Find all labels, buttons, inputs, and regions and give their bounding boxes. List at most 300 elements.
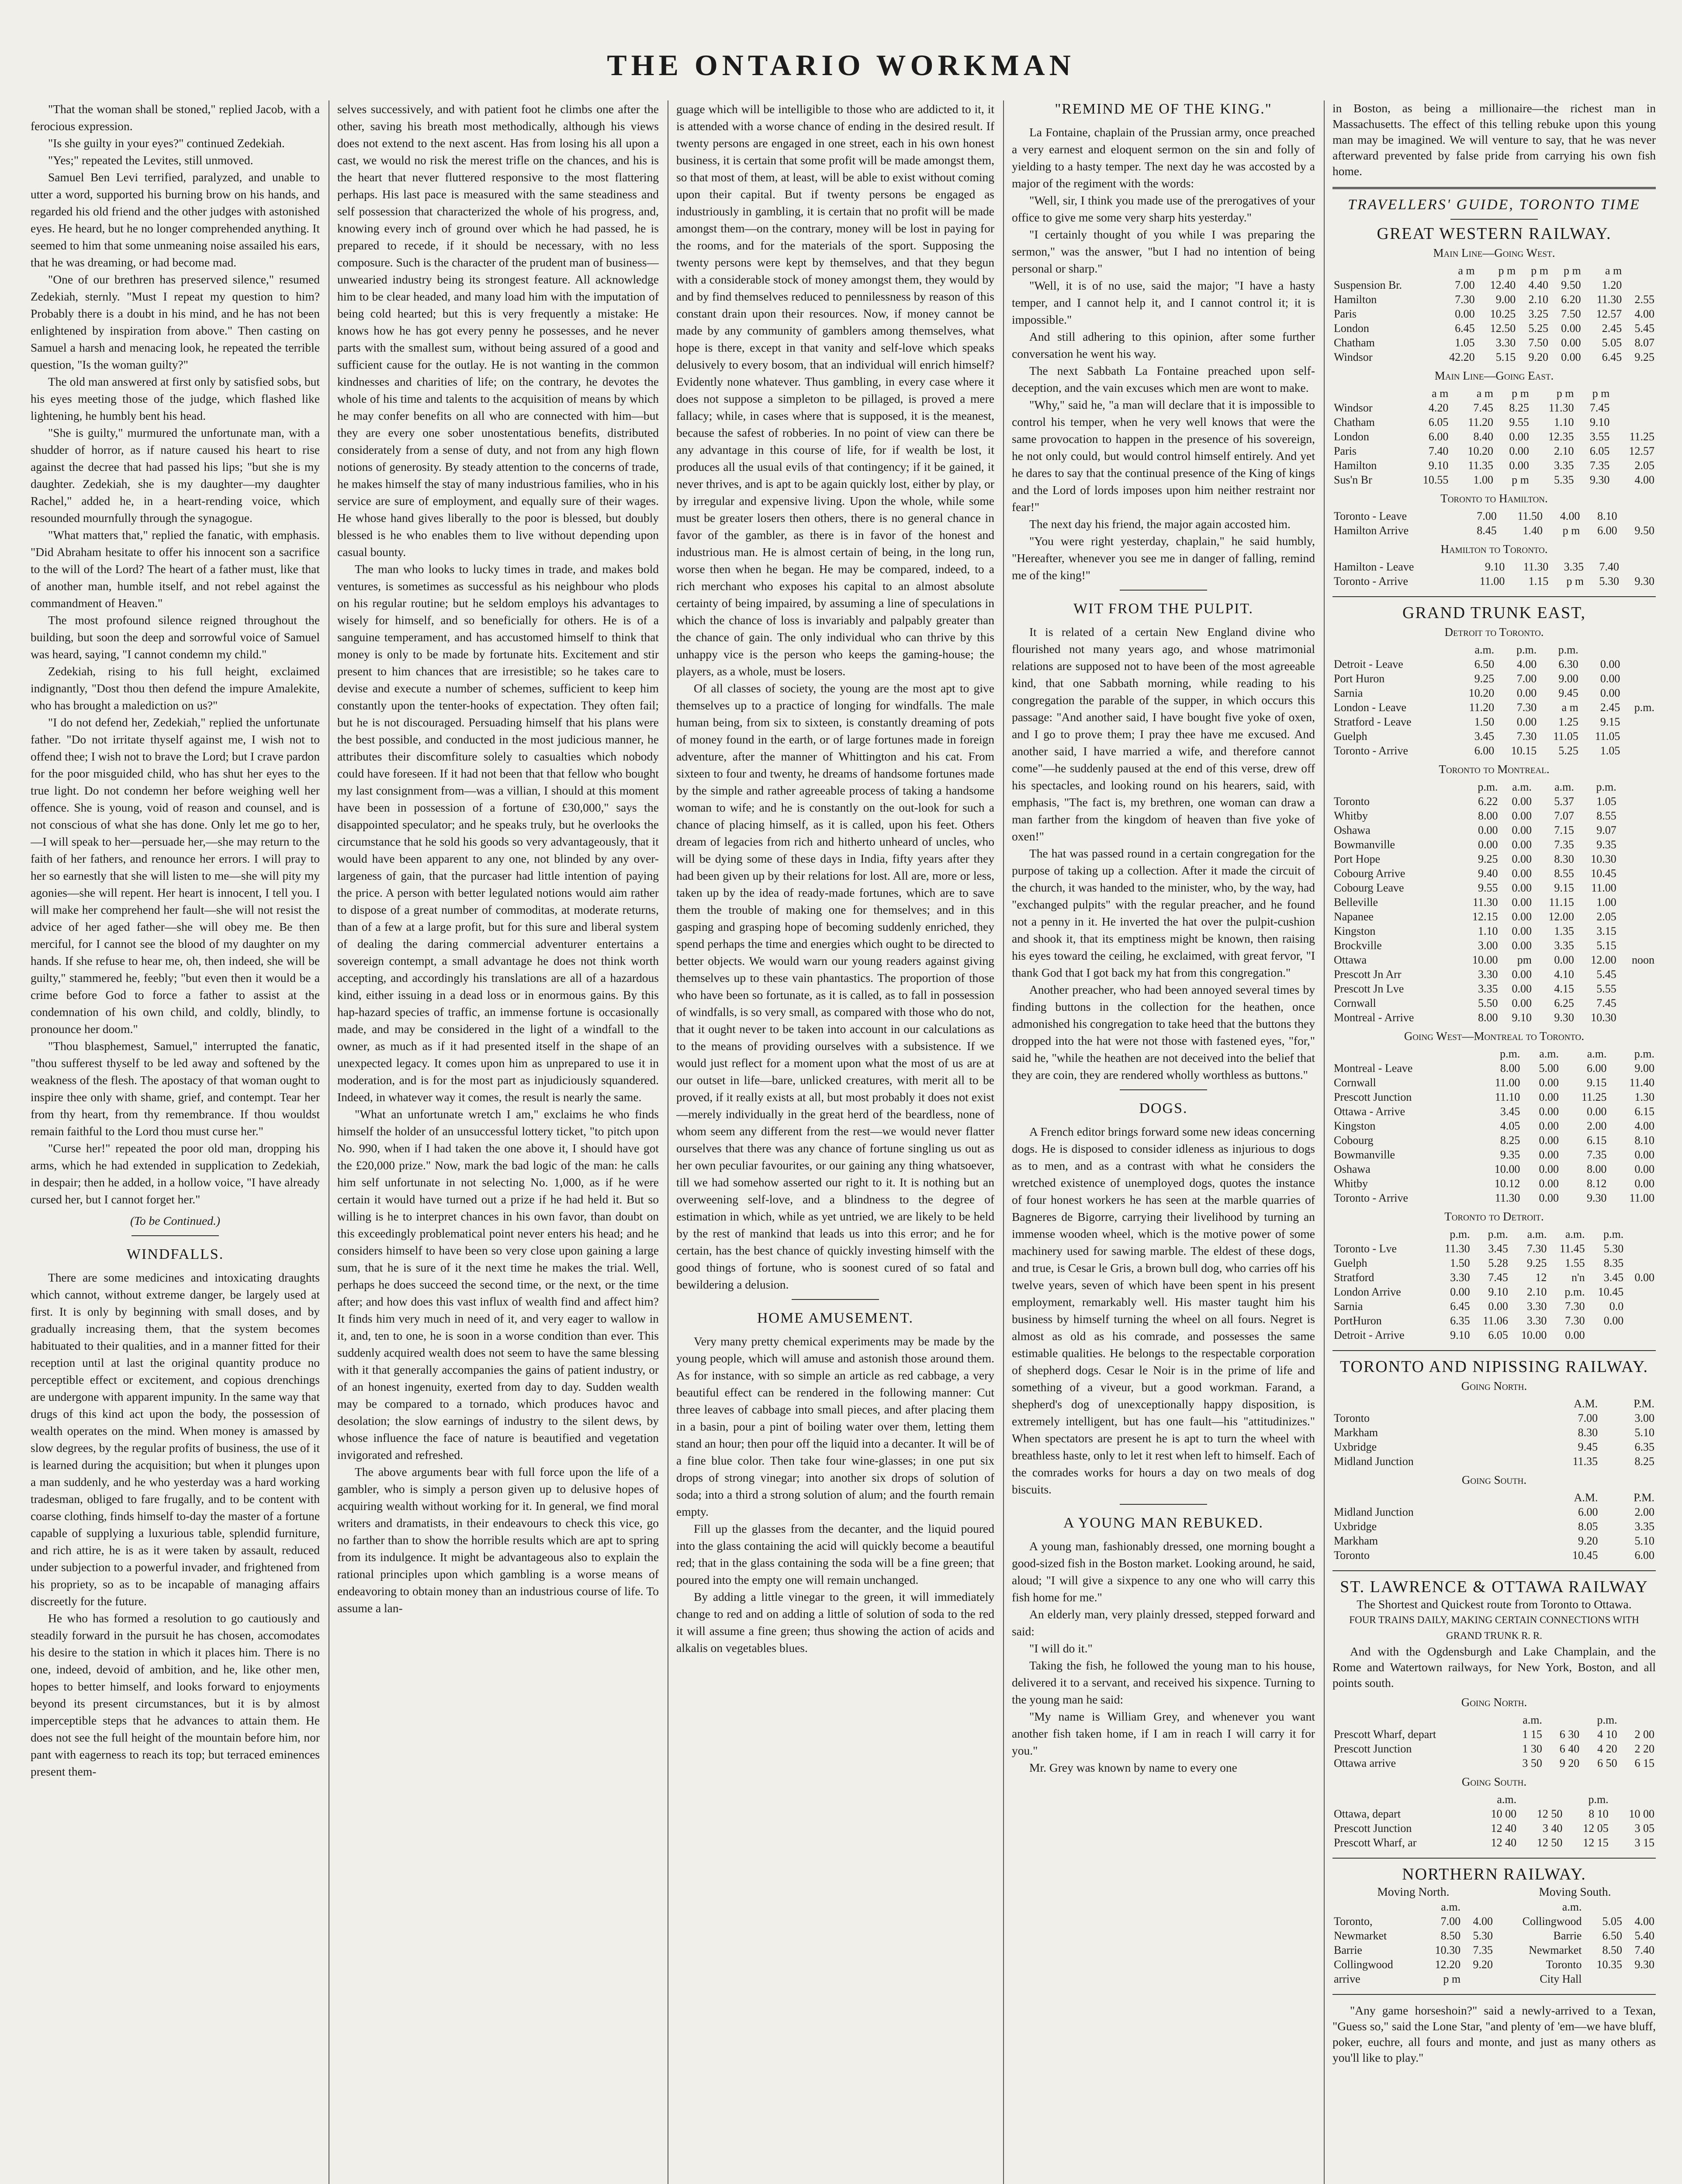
time-cell: 0.00: [1561, 336, 1581, 349]
timetable-row: [1332, 881, 1656, 895]
timetable-row: [1332, 1727, 1656, 1742]
timetable-row: [1332, 509, 1656, 523]
timetable-row: [1332, 1133, 1656, 1147]
timetable-row: [1332, 444, 1656, 458]
time-cell: 8.00: [1587, 1163, 1607, 1175]
timetable-subheading: Going South.: [1461, 1473, 1527, 1486]
time-cell: 8.35: [1603, 1257, 1624, 1269]
time-cell: 4.00: [1634, 473, 1654, 486]
station-name: Toronto: [1334, 795, 1370, 808]
paragraph: "You were right yesterday, chaplain," he said humbly, "Hereafter, whenever you see me in danger of falling, remind me of the king!": [1012, 534, 1315, 582]
station-name: Toronto,: [1334, 1915, 1373, 1928]
paragraph: Of all classes of society, the young are the most apt to give themselves up to a practice of longing for windfalls. The male human being, from six to sixteen, is constantly dreaming of pots of money found in the earth, or of large fortunes made in foreign adventure, after the manner of Whittington and his cat. From sixteen to four and twenty, he dreams of handsome fortunes made by the simple and rather agreeable process of taking a handsome woman to wife; and he is constantly on the out-look for such a chance of placing himself, as it is called, upon his feet. Others dream of legacies from rich and hitherto unheard of uncles, who will be dying some of these days in India, fifty years after they had been given up by their relations for lost. All are, more or less, taken up by the idea of ready-made fortunes, which are to save them the trouble of making one for themselves; and in this gasping and grasping hope of becoming suddenly enriched, they spend perhaps the time and energies which ought to be directed to better objects. We would warn our young readers against giving themselves up to these vain phantastics. The proportion of those who have been so fortunate, as it is called, as to fall in possession of windfalls, is so very small, as compared with those who do not, that it ought never to be taken into account in our calculations as to the means of providing ourselves with a subsistence. If we would just reflect for a moment upon what the most of us are at our outset in life—bare, unlicked creatures, with merit all to be proved, if it really exists at all, but most probably it does not exist—merely individually in the great herd of the beardless, none of whom seem any different from the rest—we would never flatter ourselves that there was any chance of fortune singling us out as her own peculiar favourites, or our gaining any thing whatsoever, till we had somehow asserted our right to it. It is nothing but an overweening self-love, and a blindness to the degree of estimation in which, while as yet untried, we are likely to be held by the rest of mankind that leads us into this error; and he for certain, has the best chance of quickly investing himself with the good things of fortune, who is soonest cured of so fatal and bewildering a delusion.: [676, 681, 994, 1291]
time-cell: 9.25: [1526, 1257, 1547, 1269]
paragraph: The above arguments bear with full force upon the life of a gambler, who is simply a person given up to delusive hopes of acquiring wealth without working for it. In general, we find moral writers and dramatists, in their endeavours to check this vice, go no farther than to show the horrible results which are apt to spring from its indulgence. It might be advantageous also to explain the rational principles upon which gambling is a worse means of endeavoring to obtain money than an industrious course of life. To assume a lan-: [337, 1465, 659, 1615]
timetable: [1332, 560, 1656, 588]
time-cell: 9.15: [1600, 715, 1620, 728]
time-cell: p.m.: [1634, 701, 1654, 714]
station-name: [1332, 386, 1405, 401]
railway-heading: TORONTO AND NIPISSING RAILWAY.: [1339, 1358, 1649, 1376]
time-cell: 1.00: [1596, 896, 1616, 909]
time-cell: 0.00: [1512, 939, 1532, 952]
paragraph: Fill up the glasses from the decanter, and the liquid poured into the glass containing the acid will quickly become a beautiful red; that in the glass containing the soda will be a fine green; that poured into the empty one will remain unchanged.: [676, 1522, 994, 1586]
divider: [792, 1299, 879, 1300]
time-cell: 8.12: [1587, 1177, 1607, 1190]
time-cell: 11.30: [1523, 560, 1549, 573]
time-cell: 8.00: [1478, 1011, 1498, 1024]
station-name: [1332, 643, 1453, 657]
timetable-row: [1332, 386, 1656, 401]
station-name: Montreal - Arrive: [1334, 1011, 1414, 1024]
time-cell: a.m.: [1562, 1901, 1582, 1913]
station-name: Sus'n Br: [1334, 473, 1372, 486]
paragraph: "What matters that," replied the fanatic, with emphasis. "Did Abraham hesitate to offer his innocent son a sacrifice to the will of the Lord? The heart of a father must, like that of another man, humble itself, and not rebel against the commandment of Heaven.": [31, 528, 320, 610]
time-cell: a.m.: [1441, 1901, 1461, 1913]
station-name: Detroit - Arrive: [1334, 1329, 1405, 1341]
time-cell: 0.00: [1455, 308, 1475, 320]
time-cell: p.m.: [1478, 781, 1498, 793]
time-cell: p.m.: [1597, 1714, 1617, 1726]
station-name: Uxbridge: [1334, 1441, 1377, 1453]
time-cell: 6.25: [1554, 997, 1574, 1009]
time-cell: 2.45: [1602, 322, 1622, 335]
timetable-row: [1332, 1241, 1656, 1256]
time-cell: 5.15: [1495, 351, 1516, 363]
time-cell: 9.30: [1589, 473, 1610, 486]
time-cell: 5.10: [1634, 1426, 1654, 1439]
station-name: Stratford: [1334, 1271, 1374, 1284]
time-cell: 12.15: [1472, 910, 1498, 923]
time-cell: 8.50: [1440, 1929, 1461, 1942]
timetable-row: [1332, 523, 1656, 538]
time-cell: p m: [1556, 387, 1574, 400]
time-cell: 0.00: [1516, 715, 1537, 728]
station-name: Hamilton Arrive: [1334, 524, 1409, 537]
timetable-row: [1332, 1176, 1656, 1191]
time-cell: 42.20: [1449, 351, 1475, 363]
station-name: Windsor: [1334, 351, 1373, 363]
paragraph: There are some medicines and intoxicating draughts which cannot, without extreme danger, be largely used at first. It is only by beginning with small doses, and by gradually increasing them, that the system becomes habituated to their qualities, and in a manner fitted for their reception until at last the original quantity produce no perceptible effect or excitement, and copious drenchings are undergone with apparent impunity. In the same way that drugs of this kind act upon the body, the possession of wealth operates on the mind. When money is amassed by slow degrees, by the regular profits of business, the use of it is learned during the acquisition; but when it plunges upon a man suddenly, and he who yesterday was a hard working tradesman, obliged to fare frugally, and to be content with coarse clothing, finds himself to-day the master of a fortune capable of supplying a luxurious table, splendid furniture, and rich attire, he is as it were taken by assault, reduced under subjection to a powerful invader, and frightened from his propriety, so as to be incapable of managing affairs discreetly for the future.: [31, 1271, 320, 1608]
time-cell: 5.10: [1634, 1534, 1654, 1547]
time-cell: p m: [1512, 387, 1529, 400]
timetable: [1332, 643, 1656, 758]
time-cell: 12.20: [1435, 1958, 1461, 1971]
timetable-row: [1332, 780, 1656, 794]
timetable-row: [1332, 1313, 1656, 1328]
railway-heading: GRAND TRUNK EAST,: [1402, 604, 1586, 622]
time-cell: 12 15: [1583, 1836, 1609, 1849]
time-cell: 12 05: [1583, 1822, 1609, 1835]
station-name: PortHuron: [1334, 1314, 1382, 1327]
timetable-row: [1332, 700, 1656, 715]
time-cell: 1.55: [1565, 1257, 1585, 1269]
time-cell: a m: [1432, 387, 1449, 400]
time-cell: 9.35: [1500, 1148, 1520, 1161]
time-cell: 9.10: [1488, 1286, 1508, 1298]
time-cell: 1.30: [1634, 1091, 1654, 1103]
station-name: Markham: [1334, 1534, 1378, 1547]
time-cell: 7.00: [1455, 279, 1475, 291]
time-cell: 8.25: [1509, 401, 1529, 414]
timetable-row: [1332, 1548, 1656, 1562]
timetable-row: [1332, 1191, 1656, 1205]
column-rule: [1003, 100, 1004, 2184]
time-cell: 4.20: [1428, 401, 1449, 414]
paragraph: "That the woman shall be stoned," replied Jacob, with a ferocious expression.: [31, 102, 320, 133]
time-cell: 9.20: [1578, 1534, 1598, 1547]
railway-subtitle: The Shortest and Quickest route from Toronto to Ottawa.: [1357, 1597, 1632, 1611]
column-rule: [1324, 100, 1325, 2184]
time-cell: 4.00: [1560, 510, 1580, 522]
station-name: Paris: [1334, 308, 1357, 320]
time-cell: 10.15: [1511, 744, 1537, 757]
time-cell: 3.30: [1478, 968, 1498, 981]
time-cell: 4.15: [1554, 982, 1574, 995]
time-cell: 9.30: [1554, 1011, 1574, 1024]
time-cell: p.m.: [1603, 1228, 1624, 1241]
station-name: London: [1334, 430, 1369, 443]
time-cell: a.m.: [1554, 781, 1574, 793]
time-cell: 7.40: [1428, 445, 1449, 457]
time-cell: 10.00: [1521, 1329, 1547, 1341]
time-cell: a.m.: [1474, 643, 1495, 656]
time-cell: 10.25: [1490, 308, 1516, 320]
time-cell: 2.00: [1587, 1120, 1607, 1132]
station-name: [1332, 1792, 1472, 1807]
time-cell: 5.37: [1554, 795, 1574, 808]
time-cell: 11.15: [1549, 896, 1574, 909]
timetable-row: [1332, 1454, 1656, 1469]
time-cell: 1.05: [1596, 795, 1616, 808]
time-cell: 7.30: [1516, 701, 1537, 714]
timetable-row: [1332, 686, 1656, 700]
paragraph: The next day his friend, the major again accosted him.: [1029, 517, 1291, 531]
station-name: arrive: [1334, 1973, 1360, 1985]
time-cell: 9.45: [1558, 687, 1578, 699]
station-name: Midland Junction: [1334, 1455, 1414, 1468]
time-cell: 0.00: [1478, 838, 1498, 851]
divider: [1332, 596, 1656, 597]
timetable: [1332, 386, 1656, 487]
paragraph: The most profound silence reigned throughout the building, but soon the deep and sorrowful voice of Samuel was heard, saying, "I cannot condemn my child.": [31, 613, 320, 661]
timetable-row: [1332, 715, 1656, 729]
time-cell: 8.00: [1478, 809, 1498, 822]
time-cell: 3.25: [1528, 308, 1548, 320]
time-cell: 0.00: [1600, 687, 1620, 699]
timetable-row: [1332, 335, 1656, 350]
time-cell: p m: [1512, 473, 1529, 486]
timetable-row: [1332, 938, 1656, 953]
time-cell: 9.15: [1554, 881, 1574, 894]
time-cell: 6.45: [1602, 351, 1622, 363]
timetable-row: [1332, 560, 1656, 574]
timetable-row: [1332, 307, 1656, 321]
time-cell: 0.00: [1478, 824, 1498, 836]
article-heading: "REMIND ME OF THE KING.": [1055, 101, 1272, 117]
timetable-row: [1332, 1713, 1656, 1727]
timetable-subheading: Hamilton to Toronto.: [1440, 543, 1548, 556]
time-cell: 1.10: [1554, 416, 1574, 429]
time-cell: 3.00: [1478, 939, 1498, 952]
time-cell: 7.30: [1526, 1242, 1547, 1255]
time-cell: 3.45: [1474, 730, 1495, 743]
timetable-row: [1332, 809, 1656, 823]
station-name: Cornwall: [1334, 1076, 1376, 1089]
column-4: [1012, 100, 1315, 2184]
time-cell: 7.00: [1477, 510, 1497, 522]
time-cell: 9.15: [1587, 1076, 1607, 1089]
article-heading: HOME AMUSEMENT.: [757, 1310, 914, 1326]
time-cell: 11.05: [1595, 730, 1620, 743]
time-cell: 11.30: [1473, 896, 1498, 909]
time-cell: 0.00: [1512, 867, 1532, 880]
time-cell: 10.35: [1596, 1958, 1623, 1971]
station-name: Whitby: [1334, 809, 1368, 822]
masthead: THE ONTARIO WORKMAN: [607, 48, 1075, 82]
time-cell: 3.35: [1634, 1520, 1654, 1533]
timetable-row: [1332, 1835, 1656, 1850]
station-name: Prescott Jn Arr: [1334, 968, 1402, 981]
time-cell: 8.30: [1554, 853, 1574, 865]
time-cell: 6.50: [1602, 1929, 1623, 1942]
station-name: Toronto - Arrive: [1334, 744, 1409, 757]
time-cell: 6.35: [1450, 1314, 1470, 1327]
time-cell: 6.05: [1428, 416, 1449, 429]
time-cell: 5.15: [1596, 939, 1616, 952]
timetable-row: [1332, 1519, 1656, 1534]
time-cell: 9.55: [1478, 881, 1498, 894]
time-cell: 7.35: [1587, 1148, 1607, 1161]
time-cell: 9.20: [1528, 351, 1548, 363]
time-cell: 11.35: [1572, 1455, 1598, 1468]
station-name: London: [1334, 322, 1369, 335]
time-cell: 7.15: [1554, 824, 1574, 836]
paragraph: "She is guilty," murmured the unfortunate man, with a shudder of horror, as if nature caused his heart to rise against the decree that had passed his lips; "but she is my daughter. Zedekiah, she is my daughter—my daughter Rachel," added he, in a heart-rending voice, which resounded mournfully through the synagogue.: [31, 426, 320, 525]
timetable: [1332, 1396, 1656, 1469]
time-cell: 9.50: [1561, 279, 1581, 291]
station-name: Midland Junction: [1334, 1506, 1414, 1518]
time-cell: 0.0: [1609, 1300, 1624, 1313]
time-cell: 9.10: [1589, 416, 1610, 429]
time-cell: 0.00: [1509, 430, 1529, 443]
paragraph: "I do not defend her, Zedekiah," replied the unfortunate father. "Do not irritate thyself against me, I wish not to offend thee; I wish not to brave the Lord; but I crave pardon for the poor misguided child, who has shut her eyes to the true light. Do not condemn her before weighing well her offence. She is young, void of reason and counsel, and is not conscious of what she has done. Only let me go to her,—I will speak to her—persuade her,—she may return to the faith of her fathers, and renounce her errors. I will pray to her so earnestly that she will listen to me—she will pity my agonies—she will repent. Her heart is innocent, I tell you. I will make her comprehend her fault—she will not resist the advice of her aged father—she will obey me. Be then merciful, for I cannot see the blood of my daughter on my hands. If she refuse to hear me, oh, then indeed, she will be guilty," stammered he, feebly; "but even then it would be a crime before God to force a father to assist at the condemnation of his own child, and coldly, blindly, to pronounce her doom.": [31, 715, 320, 1036]
time-cell: [1544, 1713, 1581, 1727]
station-name: [1332, 1227, 1433, 1241]
station-name: Cobourg Leave: [1334, 881, 1404, 894]
station-name: Toronto: [1334, 1412, 1370, 1424]
article-heading: A YOUNG MAN REBUKED.: [1063, 1515, 1264, 1531]
time-cell: 10.30: [1591, 1011, 1616, 1024]
timetable-row: [1332, 953, 1656, 967]
paragraph: He who has formed a resolution to go cautiously and steadily forward in the pursuit he has chosen, accomodates his desire to the station in which it places him. There is no one, indeed, devoid of ambition, and he, like other men, hopes to better himself, and looks forward to enjoyments beyond its present circumstances, but it is by almost imperceptible steps that he advances to attain them. He does not see the full height of the mountain before him, nor pant with eagerness to reach its top; but terraced eminences present them-: [31, 1611, 320, 1778]
time-cell: 7.45: [1488, 1271, 1508, 1284]
timetable-row: [1332, 1010, 1656, 1025]
time-cell: 11.45: [1560, 1242, 1585, 1255]
timetable-row: [1332, 1792, 1656, 1807]
time-cell: 9.25: [1474, 672, 1495, 685]
article-heading: WIT FROM THE PULPIT.: [1073, 601, 1254, 617]
time-cell: 1.15: [1528, 575, 1549, 587]
time-cell: 1.00: [1473, 473, 1493, 486]
station-name: [1332, 1396, 1532, 1411]
time-cell: 8.07: [1634, 336, 1654, 349]
time-cell: 0.00: [1509, 445, 1529, 457]
time-cell: 4.00: [1473, 1915, 1493, 1928]
time-cell: p m: [1592, 387, 1610, 400]
time-cell: 10.00: [1472, 954, 1498, 966]
time-cell: 10.30: [1435, 1944, 1461, 1956]
time-cell: 0.00: [1512, 997, 1532, 1009]
time-cell: Collingwood: [1522, 1915, 1582, 1928]
time-cell: 11.00: [1591, 881, 1616, 894]
time-cell: 1.05: [1455, 336, 1475, 349]
time-cell: 11.05: [1553, 730, 1578, 743]
time-cell: 8.30: [1578, 1426, 1598, 1439]
time-cell: 6.00: [1578, 1506, 1598, 1518]
timetable-subheading: Going West—Montreal to Toronto.: [1404, 1030, 1585, 1043]
time-cell: City Hall: [1540, 1973, 1582, 1985]
time-cell: 3 05: [1634, 1822, 1654, 1835]
time-cell: 11.00: [1629, 1192, 1654, 1204]
timetable-row: [1332, 1104, 1656, 1119]
paragraph: "I certainly thought of you while I was preparing the sermon," was the answer, "but I had no intention of being personal or sharp.": [1012, 228, 1315, 275]
station-name: London Arrive: [1334, 1286, 1401, 1298]
time-cell: 12.57: [1629, 445, 1654, 457]
time-cell: 10.00: [1494, 1163, 1520, 1175]
time-cell: 3.45: [1500, 1105, 1520, 1118]
time-cell: 7.30: [1516, 730, 1537, 743]
timetable-subheading: Main Line—Going East.: [1434, 369, 1554, 382]
time-cell: 5.35: [1554, 473, 1574, 486]
timetable-row: [1332, 1090, 1656, 1104]
time-cell: 0.00: [1539, 1091, 1559, 1103]
time-cell: 11.10: [1495, 1091, 1520, 1103]
time-cell: 0.00: [1600, 672, 1620, 685]
paragraph: "Why," said he, "a man will declare that it is impossible to control his temper, when he very well knows that were the same provocation to happen in the presence of his sovereign, he not only could, but would control himself entirely. And yet he dares to say that the continual presence of the King of kings and the Lord of lords imposes upon him neither restraint nor fear!": [1012, 398, 1315, 514]
direction-label: Moving North.: [1377, 1885, 1450, 1898]
time-cell: 9 20: [1559, 1757, 1580, 1769]
article-heading: DOGS.: [1139, 1100, 1188, 1116]
time-cell: p.m.: [1558, 643, 1578, 656]
timetable-subheading: Going North.: [1461, 1696, 1527, 1709]
station-name: Hamilton - Leave: [1334, 560, 1414, 573]
time-cell: 12 40: [1491, 1836, 1517, 1849]
time-cell: 9.10: [1512, 1011, 1532, 1024]
time-cell: 4 10: [1597, 1728, 1617, 1741]
time-cell: a m: [1605, 264, 1622, 277]
timetable: [1332, 263, 1656, 364]
time-cell: 5.40: [1634, 1929, 1654, 1942]
timetable-row: [1332, 837, 1656, 852]
timetable-subheading: Toronto to Hamilton.: [1440, 492, 1548, 505]
divider: [1120, 1089, 1207, 1090]
station-name: Prescott Junction: [1334, 1742, 1412, 1755]
time-cell: 7.45: [1589, 401, 1610, 414]
station-name: Bowmanville: [1334, 838, 1395, 851]
timetable-row: [1332, 866, 1656, 881]
time-cell: 4 20: [1597, 1742, 1617, 1755]
time-cell: a.m.: [1527, 1228, 1547, 1241]
station-name: Toronto - Leave: [1334, 510, 1407, 522]
paragraph: "What an unfortunate wretch I am," exclaims he who finds himself the holder of an unsuccessful lottery ticket, "to pitch upon No. 990, when if I had taken the one above it, I should have got the £20,000 prize." Now, mark the bad logic of the man: he calls him self unfortunate in not selecting No. 1,000, as if he were certain it would have turned out a prize if he had held it. But so willing is he to interpret chances in his own favor, than doubt on this exceedingly problematical point never enters his head; and he considers himself to have been so very close upon gaining a large sum, that he is sure of it the next time he makes the trial. Well, perhaps he does succeed the second time, or the next, or the time after; and how does this vast influx of wealth find and affect him? It finds him very much in need of it, and very eager to wallow in it, and, ten to one, he is soon in a worse condition than ever. This suddenly acquired wealth does not seem to have the same blessing with it that generally accompanies the gains of patient industry, or of an honest ingenuity, exerted from day to day. Sudden wealth may be compared to a tornado, which produces havoc and desolation; the slow earnings of industry to the silent dews, by whose influence the face of nature is beautified and vegetation invigorated and refreshed.: [337, 1107, 659, 1462]
station-name: Napanee: [1334, 910, 1374, 923]
paragraph: "Any game horseshoin?" said a newly-arrived to a Texan, "Guess so," said the Lone Star, "and plenty of 'em—we have bluff, poker, euchre, all fours and monte, and just as many others as you'll like to play.": [1332, 2004, 1656, 2064]
time-cell: pm: [1517, 954, 1532, 966]
time-cell: 0.00: [1554, 954, 1574, 966]
column-3: [676, 100, 994, 2184]
time-cell: a m: [1476, 387, 1493, 400]
paragraph: guage which will be intelligible to those who are addicted to it, it is attended with a worse chance of ending in the desired result. If twenty persons are engaged in one street, each in his own honest business, it is certain that some profit will be made amongst them, so that most of them, at least, will be able to exist without coming upon their capital. But if twenty persons be engaged as industriously in gambling, it is certain that no profit will be made amongst them—on the contrary, money will be lost in paying for the rooms, and for the materials of the sport. Supposing the twenty persons were kept by themselves, and that they begun with a considerable stock of money amongst them, they would by and by find themselves reduced to pennilessness by reason of this constant drain upon their resources. Now, if money cannot be made by any community of gamblers among themselves, what hope is there, except in that vanity and self-love which speaks delusively to every bosom, that an individual will enrich himself? Evidently none whatever. Thus gambling, in every case where it does not suppose a simpleton to be pillaged, is proved a mere fallacy; while, in cases where that is supposed, it is the meanest, because the safest of robberies. In no point of view can there be any advantage in this course of life, for if wealth be lost, it produces all the usual evils of that contingency; if it be gained, it never thrives, and is apt to be again quickly lost, either by play, or by irregular and expensive living. Upon the whole, while some must be greater losers then others, there is no general chance in favor of the gambler, as there is in favor of the honest and industrious man. He is almost certain of being, in the long run, worse then when he began. He may be compared, indeed, to a rich merchant who exposes his capital to an almost absolute certainty of being impaired, by assuming a line of speculations in which the chance of loss is invariably and palpably greater than the chance of gain. The only individual who can thrive by this unhappy vice is the person who keeps the gaming-house; the players, as a whole, must be losers.: [676, 102, 994, 678]
time-cell: 11.50: [1517, 510, 1543, 522]
time-cell: p.m.: [1634, 1047, 1654, 1060]
time-cell: p m: [1562, 524, 1580, 537]
time-cell: 9.00: [1634, 1062, 1654, 1075]
time-cell: n'n: [1571, 1271, 1585, 1284]
time-cell: 6.00: [1428, 430, 1449, 443]
time-cell: 0.00: [1539, 1134, 1559, 1147]
time-cell: p.m.: [1500, 1047, 1520, 1060]
station-name: Guelph: [1334, 730, 1367, 743]
timetable-row: [1332, 1425, 1656, 1440]
time-cell: A.M.: [1574, 1491, 1598, 1504]
divider: [1332, 1994, 1656, 1995]
to-be-continued: (To be Continued.): [130, 1214, 220, 1227]
railway-heading: NORTHERN RAILWAY.: [1402, 1865, 1586, 1883]
time-cell: 3.35: [1554, 459, 1574, 472]
time-cell: 6.45: [1455, 322, 1475, 335]
time-cell: 2.55: [1634, 293, 1654, 306]
time-cell: 11.20: [1469, 701, 1495, 714]
paragraph: "Thou blasphemest, Samuel," interrupted the fanatic, "thou sufferest thyself to be led away and softened by the weakness of the flesh. The apostacy of that woman ought to inspire thee only with shame, grief, and contempt. Tear her from thy heart, from thy remembrance. If thou wouldst remain faithful to the Lord thou must curse her.": [31, 1039, 320, 1138]
time-cell: 12.35: [1548, 430, 1574, 443]
time-cell: Barrie: [1553, 1929, 1582, 1942]
time-cell: 0.00: [1561, 322, 1581, 335]
time-cell: a.m.: [1539, 1047, 1559, 1060]
time-cell: 3.45: [1488, 1242, 1508, 1255]
time-cell: 1.20: [1602, 279, 1622, 291]
timetable-row: [1332, 321, 1656, 335]
time-cell: [1518, 1792, 1564, 1807]
station-name: Prescott Junction: [1334, 1822, 1412, 1835]
time-cell: [1623, 1972, 1656, 1986]
station-name: Port Hope: [1334, 853, 1381, 865]
time-cell: 8.00: [1500, 1062, 1520, 1075]
time-cell: 2.45: [1600, 701, 1620, 714]
station-name: Uxbridge: [1334, 1520, 1377, 1533]
station-name: Stratford - Leave: [1334, 715, 1412, 728]
time-cell: 0.00: [1512, 968, 1532, 981]
station-name: Toronto - Lve: [1334, 1242, 1397, 1255]
timetable-row: [1332, 473, 1656, 487]
timetable-row: [1332, 1440, 1656, 1454]
paragraph: in Boston, as being a millionaire—the richest man in Massachusetts. The effect of this telling rebuke upon this young man may be imagined. We will venture to say, that he was never afterward prevented by false pride from carrying his own fish home.: [1332, 101, 1656, 178]
timetable: [1332, 509, 1656, 538]
time-cell: 4.00: [1634, 1915, 1654, 1928]
time-cell: Newmarket: [1529, 1944, 1582, 1956]
time-cell: 12 50: [1537, 1807, 1563, 1820]
time-cell: 11.30: [1548, 401, 1574, 414]
timetable: [1332, 1047, 1656, 1205]
time-cell: 0.00: [1587, 1105, 1607, 1118]
paragraph: selves successively, and with patient foot he climbs one after the other, saving his breath most methodically, although his views does not extend to the next ascent. Has from losing his all upon a cast, we would no risk the merest trifle on the chances, and his is the heart that never fluttered responsive to the most flattering perhaps. His last pace is measured with the same steadiness and self possession that characterized the whole of his progress, and, knowing every inch of ground over which he had passed, he is prepared to recede, if it should be necessary, with no less composure. Such is the character of the prudent man of business—unwearied industry being its strongest feature. All acknowledge him to be clear headed, and many load him with the imputation of being cold hearted; but this is very frequently a mistake: He knows how he has got every penny he possesses, and he never parts with the smallest sum, without being assured of a good and sufficient cause for the outlay. He is not wanting in the common kindnesses and charities of life; on the contrary, he devotes the whole of his time and talents to the acquisition of means by which he may confer benefits on all who are connected with him—but they are every one sober unostentatious benefits, distributed considerately from a sense of duty, and not from any high flown notions of generosity. By steady attention to the concerns of trade, he makes himself the stay of many industrious families, who in his service are sure of employment, and equally sure of their wages. He whose hand gives liberally to the poor is blessed, but doubly blessed is he who enables them to live without depending upon casual bounty.: [337, 102, 659, 559]
time-cell: 0.00: [1539, 1148, 1559, 1161]
time-cell: 9.50: [1634, 524, 1654, 537]
time-cell: 6.50: [1474, 658, 1495, 670]
paragraph: The next Sabbath La Fontaine preached upon self-deception, and the vain excuses which men are wont to make.: [1012, 364, 1315, 394]
time-cell: 7.40: [1634, 1944, 1654, 1956]
time-cell: 4.00: [1516, 658, 1537, 670]
time-cell: 9.30: [1634, 1958, 1654, 1971]
